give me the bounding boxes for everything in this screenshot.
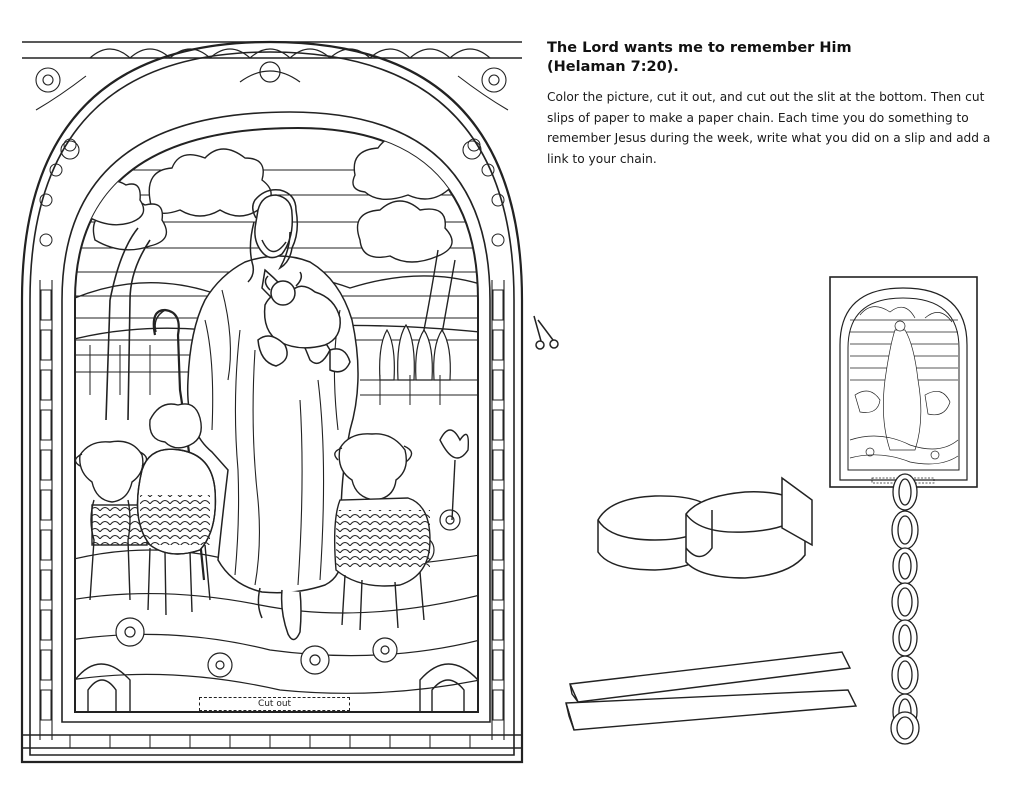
heading-line-2: (Helaman 7:20). <box>547 59 679 75</box>
paper-strips <box>566 652 856 730</box>
interlocking-loops <box>598 478 812 578</box>
page-heading <box>547 39 987 77</box>
instructions-text: Color the picture, cut it out, and cut out the slit at the bottom. Then cut slips of paper to make a paper chain. Each time you do something to remember Jesus during the week, write what you did on a slip and add a link to your chain. <box>547 90 991 166</box>
example-picture-thumbnail <box>830 277 977 487</box>
heading-line-1: The Lord wants me to remember Him <box>547 40 852 56</box>
cut-out-slit-label: Cut out <box>199 697 350 711</box>
scissors-icon <box>534 316 558 349</box>
sheep-right <box>335 434 430 630</box>
paper-chain <box>891 474 919 744</box>
sheep-left <box>75 404 215 615</box>
